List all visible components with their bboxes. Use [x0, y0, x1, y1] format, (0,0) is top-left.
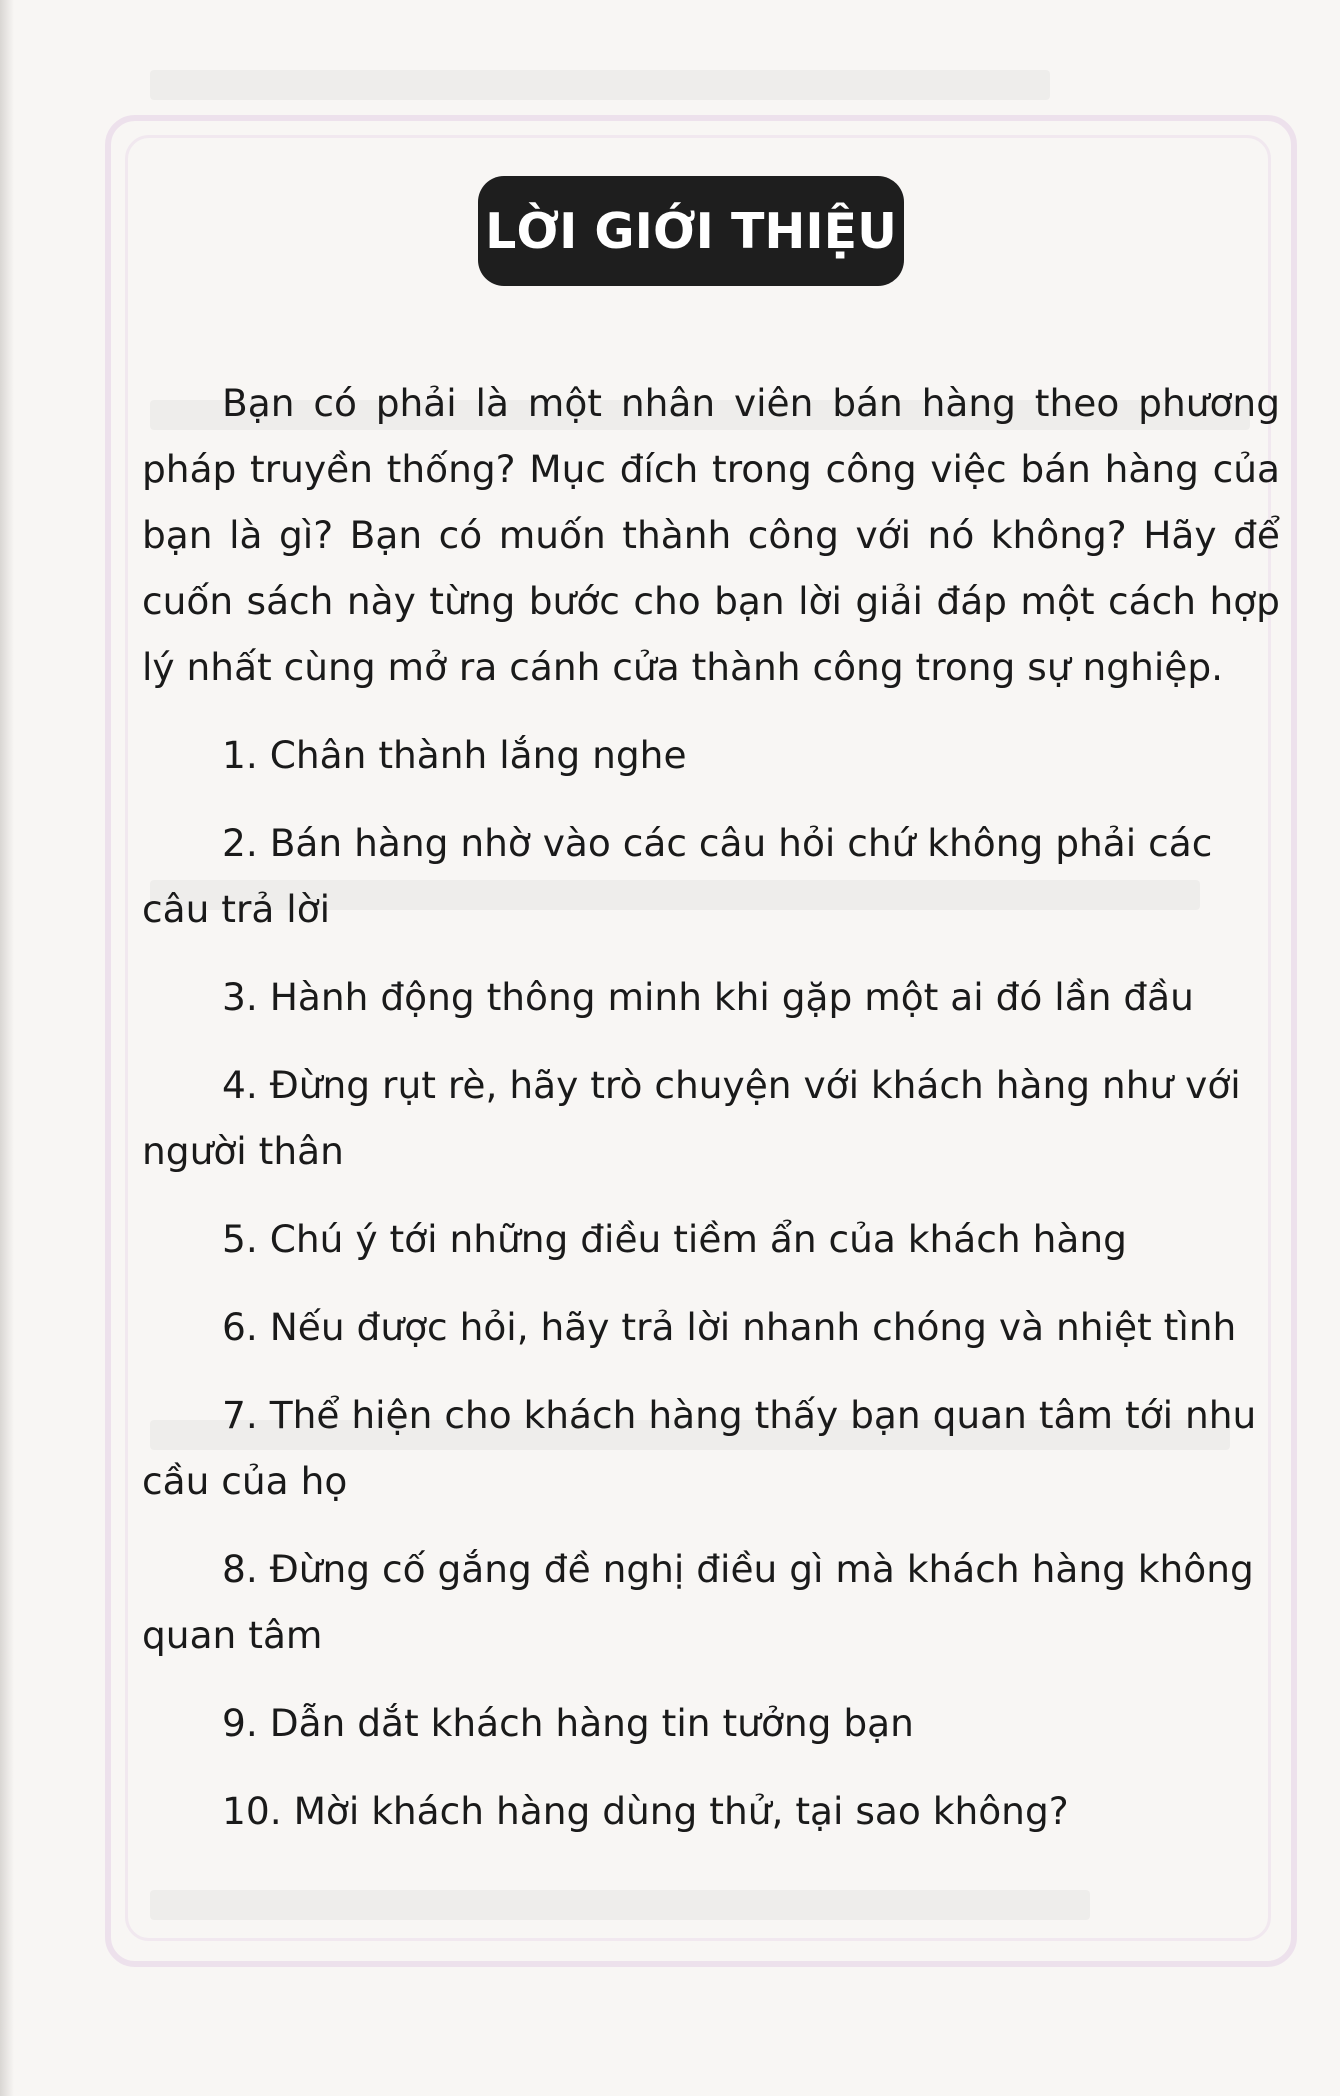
item-number: 4.	[222, 1063, 258, 1107]
bleed-through-line	[150, 1890, 1090, 1920]
item-text: Nếu được hỏi, hãy trả lời nhanh chóng và nhiệt tình	[269, 1305, 1237, 1349]
page-title: LỜI GIỚI THIỆU	[485, 202, 897, 260]
item-number: 9.	[222, 1701, 258, 1745]
item-number: 3.	[222, 975, 258, 1019]
list-item	[142, 810, 1280, 942]
list-item	[142, 1382, 1280, 1514]
list-item	[142, 1206, 1280, 1272]
tips-list	[142, 722, 1280, 1844]
list-item	[142, 1294, 1280, 1360]
item-text: Đừng cố gắng đề nghị điều gì mà khách hàng không quan tâm	[142, 1547, 1254, 1657]
item-text: Hành động thông minh khi gặp một ai đó lần đầu	[269, 975, 1194, 1019]
item-text: Bán hàng nhờ vào các câu hỏi chứ không phải các câu trả lời	[142, 821, 1213, 931]
item-text: Chú ý tới những điều tiềm ẩn của khách hàng	[269, 1217, 1127, 1261]
item-text: Thể hiện cho khách hàng thấy bạn quan tâm tới nhu cầu của họ	[142, 1393, 1257, 1503]
list-item	[142, 1536, 1280, 1668]
item-number: 7.	[222, 1393, 258, 1437]
intro-paragraph: Bạn có phải là một nhân viên bán hàng theo phương pháp truyền thống? Mục đích trong công việc bán hàng của bạn là gì? Bạn có muốn thành công với nó không? Hãy để cuốn sách này từng bước cho bạn lời giải đáp một cách hợp lý nhất cùng mở ra cánh cửa thành công trong sự nghiệp.	[142, 381, 1280, 689]
item-text: Đừng rụt rè, hãy trò chuyện với khách hàng như với người thân	[142, 1063, 1241, 1173]
list-item	[142, 1778, 1280, 1844]
item-number: 6.	[222, 1305, 258, 1349]
page-left-edge	[0, 0, 14, 2096]
item-number: 8.	[222, 1547, 258, 1591]
item-number: 10.	[222, 1789, 282, 1833]
item-text: Dẫn dắt khách hàng tin tưởng bạn	[269, 1701, 914, 1745]
title-badge	[478, 176, 904, 286]
item-text: Chân thành lắng nghe	[269, 733, 687, 777]
list-item	[142, 1690, 1280, 1756]
page-content	[142, 370, 1280, 1866]
list-item	[142, 964, 1280, 1030]
item-text: Mời khách hàng dùng thử, tại sao không?	[293, 1789, 1069, 1833]
item-number: 5.	[222, 1217, 258, 1261]
item-number: 2.	[222, 821, 258, 865]
list-item	[142, 722, 1280, 788]
list-item	[142, 1052, 1280, 1184]
item-number: 1.	[222, 733, 258, 777]
bleed-through-line	[150, 70, 1050, 100]
